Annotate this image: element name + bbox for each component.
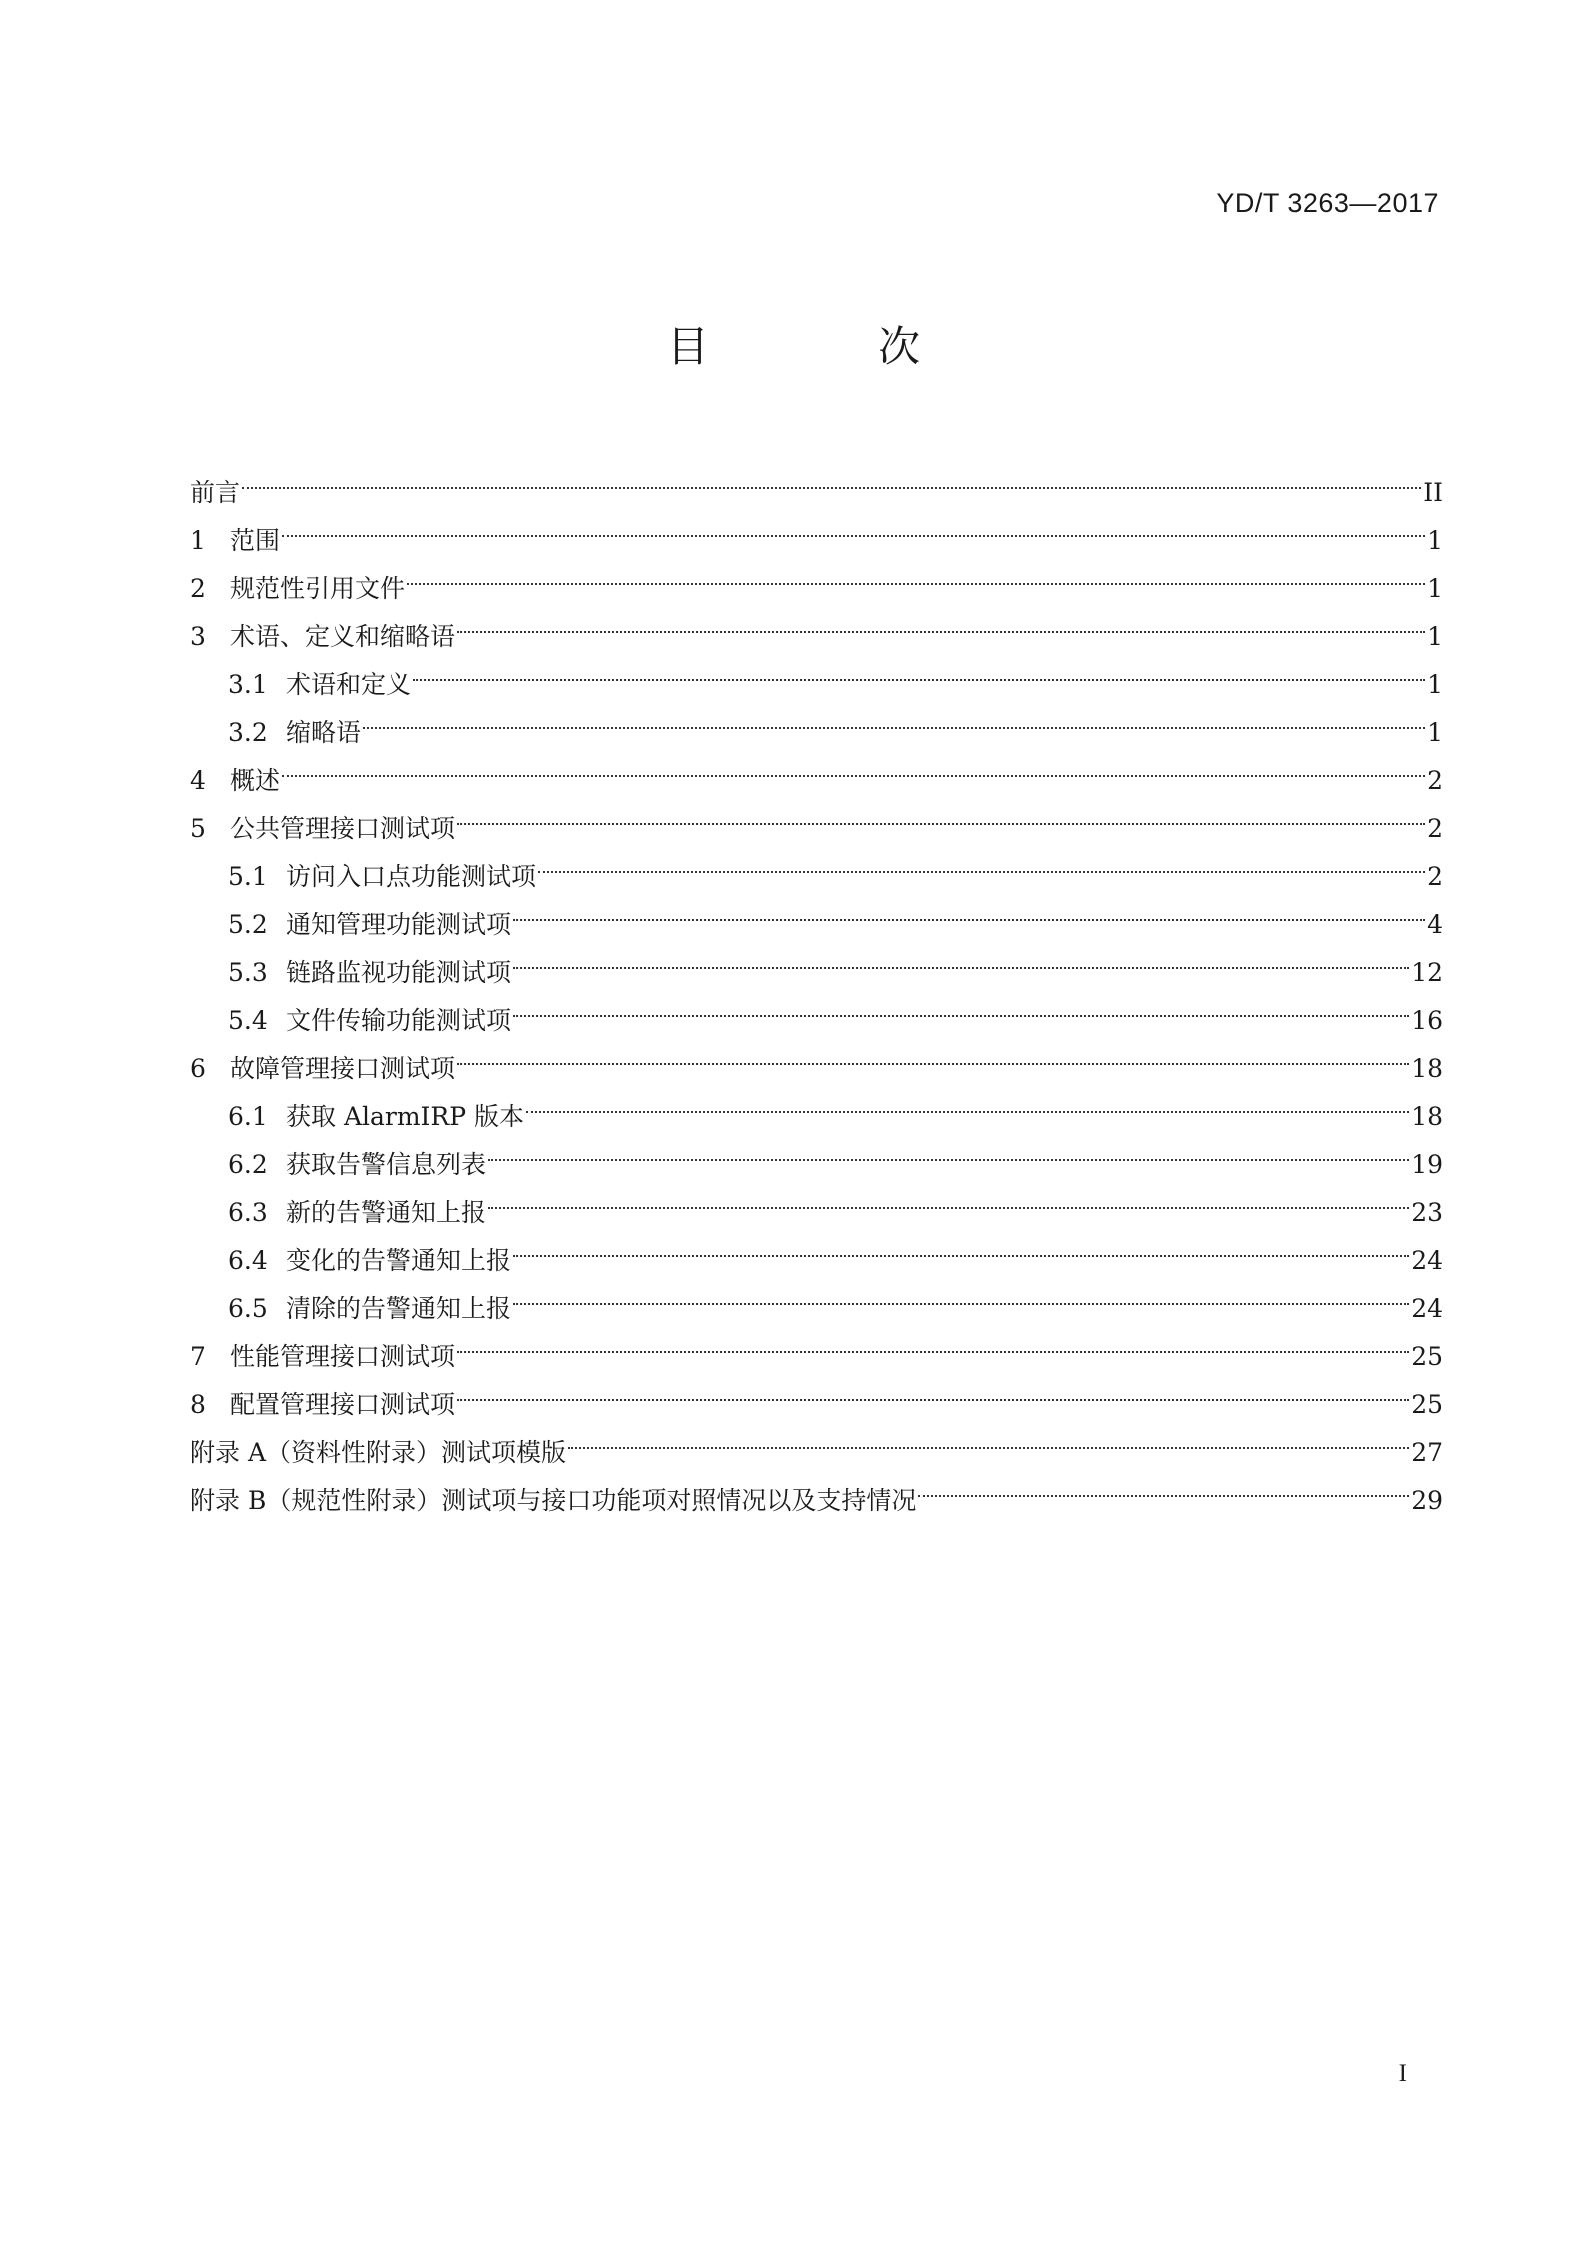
toc-entry-number: 3.2 <box>228 718 268 747</box>
toc-entry-title: 附录 B（规范性附录）测试项与接口功能项对照情况以及支持情况 <box>190 1486 917 1515</box>
toc-leader-dots <box>488 1125 1409 1173</box>
toc-leader-dots <box>282 741 1425 789</box>
toc-leader-dots <box>457 789 1425 837</box>
standard-code: YD/T 3263—2017 <box>1216 188 1439 218</box>
toc-leader-dots <box>457 1365 1409 1413</box>
toc-leader-dots <box>513 1221 1409 1269</box>
toc-entry-number: 6.5 <box>228 1294 268 1323</box>
toc-entry-number: 2 <box>190 574 206 603</box>
toc-entry-title: 缩略语 <box>286 718 362 747</box>
toc-entry[interactable] <box>190 501 1443 555</box>
toc-entry-title: 附录 A（资料性附录）测试项模版 <box>190 1438 567 1467</box>
toc-leader-dots <box>413 645 1425 693</box>
toc-leader-dots <box>488 1173 1409 1221</box>
toc-entry-title: 术语、定义和缩略语 <box>230 622 456 651</box>
toc-leader-dots <box>457 1317 1409 1365</box>
toc-entry-number: 6 <box>190 1054 206 1083</box>
toc-entry-title: 公共管理接口测试项 <box>230 814 456 843</box>
toc-entry-number: 6.3 <box>228 1198 268 1227</box>
toc-entry-page: 25 <box>1411 1390 1443 1419</box>
toc-entry-number: 8 <box>190 1390 206 1419</box>
toc-entry-title: 获取 AlarmIRP 版本 <box>286 1102 525 1131</box>
toc-entry-page: 23 <box>1411 1198 1443 1227</box>
table-of-contents <box>190 453 1443 1515</box>
toc-leader-dots <box>282 501 1425 549</box>
toc-leader-dots <box>457 1029 1409 1077</box>
toc-entry-number: 3.1 <box>228 670 268 699</box>
toc-entry-title: 故障管理接口测试项 <box>230 1054 456 1083</box>
toc-entry-page: 25 <box>1411 1342 1443 1371</box>
toc-entry-page: 2 <box>1427 862 1443 891</box>
toc-entry-number: 3 <box>190 622 206 651</box>
toc-entry-page: 18 <box>1411 1102 1443 1131</box>
toc-entry-title: 性能管理接口测试项 <box>230 1342 456 1371</box>
toc-entry-page: 4 <box>1427 910 1443 939</box>
toc-entry-title: 规范性引用文件 <box>230 574 406 603</box>
toc-entry-title: 文件传输功能测试项 <box>286 1006 512 1035</box>
toc-entry-title: 获取告警信息列表 <box>286 1150 487 1179</box>
toc-leader-dots <box>918 1461 1409 1509</box>
page-title: 目 次 <box>666 322 999 371</box>
toc-entry-page: 2 <box>1427 766 1443 795</box>
toc-entry-title: 新的告警通知上报 <box>286 1198 487 1227</box>
toc-leader-dots <box>568 1413 1409 1461</box>
toc-entry[interactable] <box>190 789 1443 843</box>
toc-entry-page: 12 <box>1411 958 1443 987</box>
toc-entry-title: 通知管理功能测试项 <box>286 910 512 939</box>
toc-entry-page: 18 <box>1411 1054 1443 1083</box>
toc-entry-page: 19 <box>1411 1150 1443 1179</box>
toc-entry-number: 1 <box>190 526 206 555</box>
toc-leader-dots <box>513 981 1409 1029</box>
toc-entry-page: 1 <box>1427 670 1443 699</box>
toc-entry-page: 29 <box>1411 1486 1443 1515</box>
toc-entry-page: 27 <box>1411 1438 1443 1467</box>
toc-entry-title: 访问入口点功能测试项 <box>286 862 537 891</box>
toc-entry[interactable] <box>190 453 1443 507</box>
toc-leader-dots <box>457 597 1425 645</box>
toc-entry-page: 1 <box>1427 718 1443 747</box>
toc-entry-number: 5 <box>190 814 206 843</box>
toc-entry[interactable] <box>190 741 1443 795</box>
toc-leader-dots <box>513 933 1409 981</box>
toc-entry-number: 5.3 <box>228 958 268 987</box>
toc-leader-dots <box>242 453 1421 501</box>
toc-leader-dots <box>526 1077 1409 1125</box>
toc-entry-title: 清除的告警通知上报 <box>286 1294 512 1323</box>
toc-entry-title: 变化的告警通知上报 <box>286 1246 512 1275</box>
toc-entry-title: 范围 <box>230 526 281 555</box>
toc-entry-number: 6.2 <box>228 1150 268 1179</box>
toc-leader-dots <box>513 1269 1409 1317</box>
toc-entry-page: II <box>1423 478 1443 507</box>
toc-entry-number: 7 <box>190 1342 206 1371</box>
toc-entry-title: 术语和定义 <box>286 670 412 699</box>
toc-entry-page: 24 <box>1411 1294 1443 1323</box>
toc-leader-dots <box>513 885 1425 933</box>
toc-entry-title: 前言 <box>190 478 241 507</box>
toc-entry-number: 6.1 <box>228 1102 268 1131</box>
toc-entry-number: 5.2 <box>228 910 268 939</box>
toc-entry-page: 2 <box>1427 814 1443 843</box>
toc-leader-dots <box>407 549 1425 597</box>
toc-entry-title: 配置管理接口测试项 <box>230 1390 456 1419</box>
toc-entry-page: 24 <box>1411 1246 1443 1275</box>
toc-entry-number: 5.1 <box>228 862 268 891</box>
toc-entry[interactable] <box>190 693 1443 747</box>
toc-entry-number: 4 <box>190 766 206 795</box>
toc-entry-page: 16 <box>1411 1006 1443 1035</box>
toc-entry-page: 1 <box>1427 622 1443 651</box>
page-number: I <box>1398 2060 1407 2087</box>
toc-entry-page: 1 <box>1427 526 1443 555</box>
toc-leader-dots <box>363 693 1425 741</box>
toc-entry-title: 概述 <box>230 766 281 795</box>
toc-entry-page: 1 <box>1427 574 1443 603</box>
toc-entry-number: 5.4 <box>228 1006 268 1035</box>
toc-entry[interactable] <box>190 549 1443 603</box>
toc-leader-dots <box>538 837 1425 885</box>
toc-entry-number: 6.4 <box>228 1246 268 1275</box>
toc-entry-title: 链路监视功能测试项 <box>286 958 512 987</box>
